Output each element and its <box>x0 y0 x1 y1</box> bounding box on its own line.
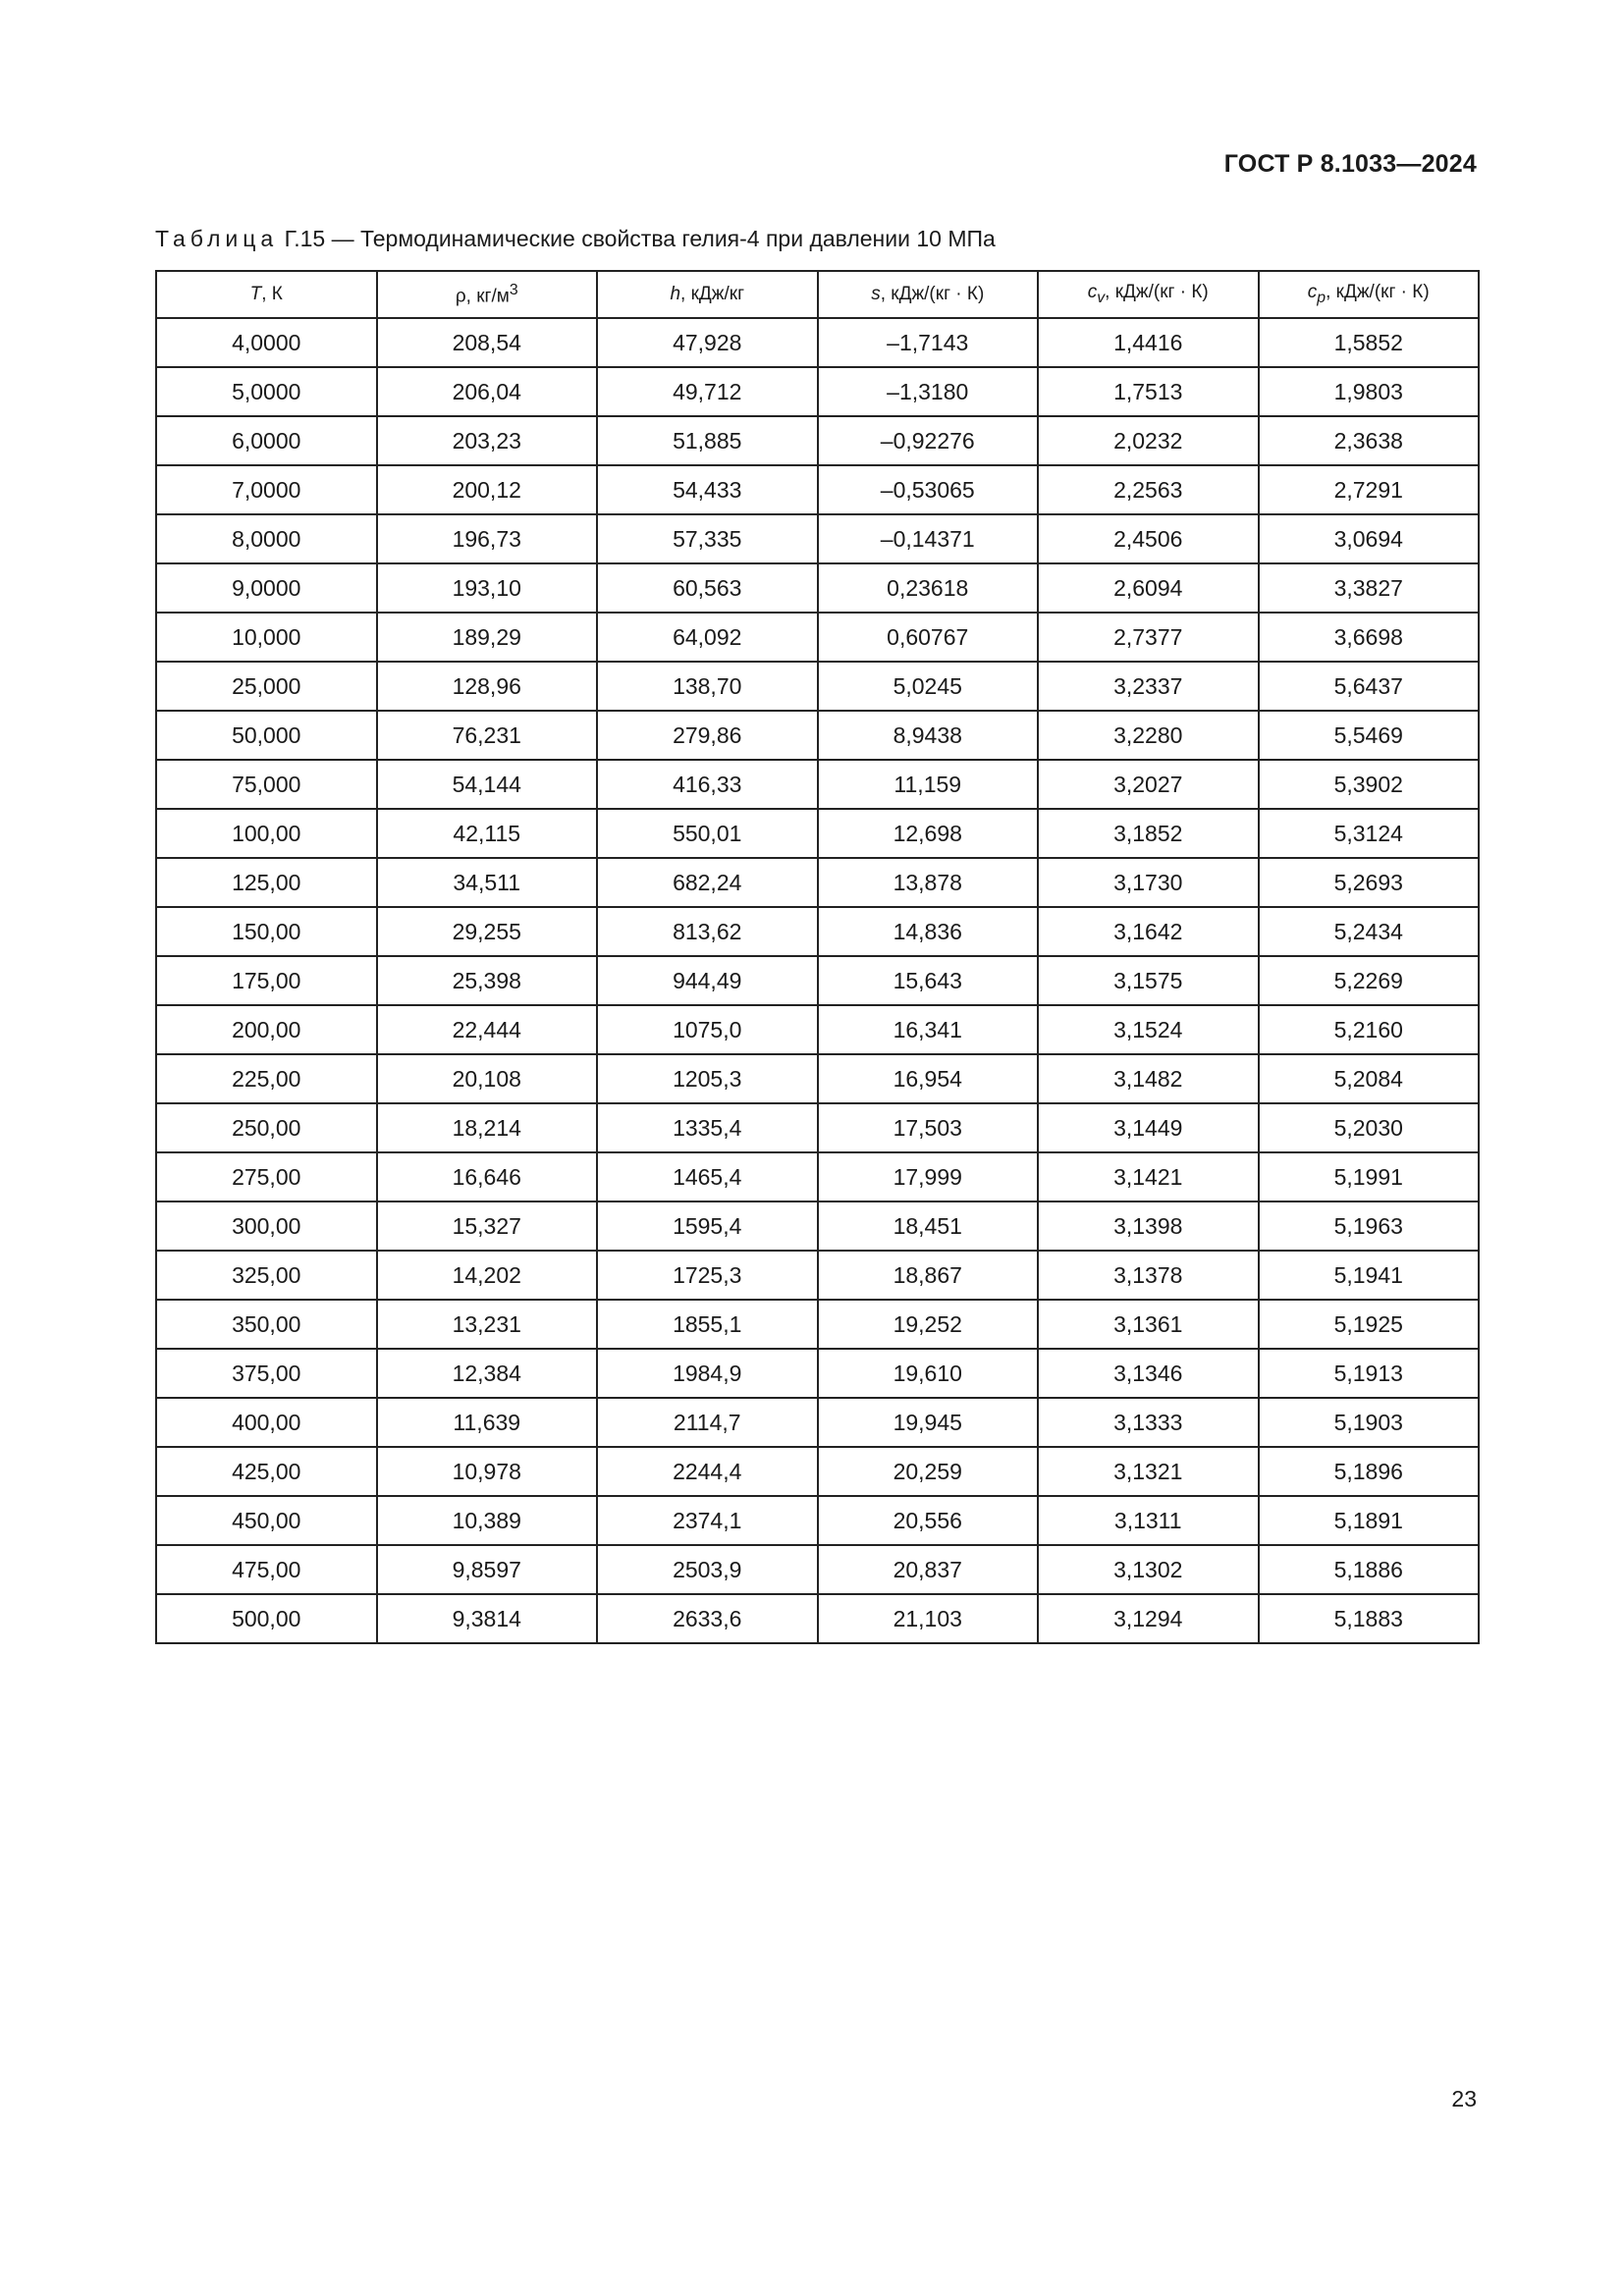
table-row <box>156 1152 1479 1201</box>
column-header <box>597 271 818 318</box>
table-cell: 15,327 <box>377 1201 598 1251</box>
table-cell: 3,1575 <box>1038 956 1259 1005</box>
table-cell: 5,2269 <box>1259 956 1480 1005</box>
table-cell: 14,202 <box>377 1251 598 1300</box>
table-cell: 2,7291 <box>1259 465 1480 514</box>
table-cell: 813,62 <box>597 907 818 956</box>
table-cell: 11,159 <box>818 760 1039 809</box>
table-cell: 125,00 <box>156 858 377 907</box>
table-cell: 206,04 <box>377 367 598 416</box>
standard-code: ГОСТ Р 8.1033—2024 <box>1223 150 1477 178</box>
table-row <box>156 318 1479 367</box>
table-cell: 2,2563 <box>1038 465 1259 514</box>
table-cell: 10,978 <box>377 1447 598 1496</box>
table-cell: 3,1421 <box>1038 1152 1259 1201</box>
table-cell: 5,1963 <box>1259 1201 1480 1251</box>
table-cell: 200,12 <box>377 465 598 514</box>
table-row <box>156 809 1479 858</box>
table-cell: 15,643 <box>818 956 1039 1005</box>
table-cell: 29,255 <box>377 907 598 956</box>
table-cell: 12,698 <box>818 809 1039 858</box>
table-cell: 19,252 <box>818 1300 1039 1349</box>
table-cell: 3,6698 <box>1259 613 1480 662</box>
table-cell: 3,1852 <box>1038 809 1259 858</box>
table-cell: 3,1524 <box>1038 1005 1259 1054</box>
table-row <box>156 367 1479 416</box>
table-cell: 3,1311 <box>1038 1496 1259 1545</box>
table-cell: 60,563 <box>597 563 818 613</box>
table-cell: 19,610 <box>818 1349 1039 1398</box>
table-cell: 20,837 <box>818 1545 1039 1594</box>
table-cell: 3,1302 <box>1038 1545 1259 1594</box>
table-cell: 9,8597 <box>377 1545 598 1594</box>
table-cell: 21,103 <box>818 1594 1039 1643</box>
table-cell: 416,33 <box>597 760 818 809</box>
table-cell: 300,00 <box>156 1201 377 1251</box>
table-row <box>156 465 1479 514</box>
table-cell: 5,2084 <box>1259 1054 1480 1103</box>
table-cell: 2374,1 <box>597 1496 818 1545</box>
table-body <box>156 318 1479 1643</box>
table-cell: 279,86 <box>597 711 818 760</box>
table-cell: 3,1333 <box>1038 1398 1259 1447</box>
column-symbol: T <box>249 284 262 304</box>
table-cell: 22,444 <box>377 1005 598 1054</box>
table-cell: 2,0232 <box>1038 416 1259 465</box>
table-cell: 193,10 <box>377 563 598 613</box>
table-cell: –0,14371 <box>818 514 1039 563</box>
table-cell: 5,2693 <box>1259 858 1480 907</box>
table-cell: 2,7377 <box>1038 613 1259 662</box>
table-cell: 5,2434 <box>1259 907 1480 956</box>
column-symbol: ρ <box>455 286 466 307</box>
column-header <box>818 271 1039 318</box>
table-cell: 50,000 <box>156 711 377 760</box>
table-cell: 42,115 <box>377 809 598 858</box>
table-cell: 203,23 <box>377 416 598 465</box>
table-cell: 3,1730 <box>1038 858 1259 907</box>
table-cell: 20,259 <box>818 1447 1039 1496</box>
table-cell: 2,6094 <box>1038 563 1259 613</box>
table-cell: 2114,7 <box>597 1398 818 1447</box>
table-cell: 18,451 <box>818 1201 1039 1251</box>
table-cell: 14,836 <box>818 907 1039 956</box>
table-cell: 8,9438 <box>818 711 1039 760</box>
table-row <box>156 1447 1479 1496</box>
table-cell: 5,1925 <box>1259 1300 1480 1349</box>
table-cell: 5,6437 <box>1259 662 1480 711</box>
table-cell: 550,01 <box>597 809 818 858</box>
table-cell: 0,60767 <box>818 613 1039 662</box>
column-unit: , кг/м <box>465 286 510 307</box>
table-cell: 1,4416 <box>1038 318 1259 367</box>
table-cell: 2,4506 <box>1038 514 1259 563</box>
table-cell: 34,511 <box>377 858 598 907</box>
table-row <box>156 1398 1479 1447</box>
table-cell: 25,000 <box>156 662 377 711</box>
table-row <box>156 416 1479 465</box>
table-cell: 12,384 <box>377 1349 598 1398</box>
table-cell: 5,1891 <box>1259 1496 1480 1545</box>
table-cell: 3,1482 <box>1038 1054 1259 1103</box>
table-row <box>156 1300 1479 1349</box>
table-row <box>156 1496 1479 1545</box>
table-row <box>156 858 1479 907</box>
table-row <box>156 662 1479 711</box>
table-cell: 275,00 <box>156 1152 377 1201</box>
table-row <box>156 1594 1479 1643</box>
table-cell: 138,70 <box>597 662 818 711</box>
table-cell: 1984,9 <box>597 1349 818 1398</box>
table-cell: 475,00 <box>156 1545 377 1594</box>
table-cell: 5,0245 <box>818 662 1039 711</box>
table-cell: 2,3638 <box>1259 416 1480 465</box>
table-cell: 225,00 <box>156 1054 377 1103</box>
table-cell: 5,1883 <box>1259 1594 1480 1643</box>
table-cell: 2633,6 <box>597 1594 818 1643</box>
table-header-row <box>156 271 1479 318</box>
table-cell: 3,1378 <box>1038 1251 1259 1300</box>
table-cell: 18,214 <box>377 1103 598 1152</box>
table-caption <box>155 226 996 252</box>
column-header <box>156 271 377 318</box>
table-cell: 1075,0 <box>597 1005 818 1054</box>
table-cell: 25,398 <box>377 956 598 1005</box>
table-row <box>156 1201 1479 1251</box>
table-cell: 20,556 <box>818 1496 1039 1545</box>
table-cell: 51,885 <box>597 416 818 465</box>
table-cell: 500,00 <box>156 1594 377 1643</box>
table-cell: 2503,9 <box>597 1545 818 1594</box>
table-cell: 1,5852 <box>1259 318 1480 367</box>
table-cell: 11,639 <box>377 1398 598 1447</box>
table-cell: 3,1346 <box>1038 1349 1259 1398</box>
table-cell: 47,928 <box>597 318 818 367</box>
caption-label: Таблица <box>155 226 279 251</box>
column-header <box>1038 271 1259 318</box>
table-row <box>156 1545 1479 1594</box>
table-cell: 49,712 <box>597 367 818 416</box>
column-header <box>1259 271 1480 318</box>
column-unit: , кДж/(кг · К) <box>880 284 985 304</box>
table-cell: 4,0000 <box>156 318 377 367</box>
table-cell: 6,0000 <box>156 416 377 465</box>
table-cell: 189,29 <box>377 613 598 662</box>
table-cell: –0,53065 <box>818 465 1039 514</box>
table-row <box>156 1349 1479 1398</box>
table-cell: 450,00 <box>156 1496 377 1545</box>
table-cell: 325,00 <box>156 1251 377 1300</box>
table-cell: 5,1913 <box>1259 1349 1480 1398</box>
table-cell: 1335,4 <box>597 1103 818 1152</box>
table-cell: 3,2027 <box>1038 760 1259 809</box>
table-cell: 17,503 <box>818 1103 1039 1152</box>
table-cell: 1595,4 <box>597 1201 818 1251</box>
table-cell: 16,646 <box>377 1152 598 1201</box>
table-cell: 3,1449 <box>1038 1103 1259 1152</box>
table-row <box>156 1103 1479 1152</box>
table-row <box>156 1005 1479 1054</box>
table-row <box>156 760 1479 809</box>
table-cell: 3,2280 <box>1038 711 1259 760</box>
table-cell: 5,1991 <box>1259 1152 1480 1201</box>
table-cell: 5,5469 <box>1259 711 1480 760</box>
thermo-properties-table <box>155 270 1480 1644</box>
table-row <box>156 907 1479 956</box>
column-symbol: c <box>1307 282 1318 303</box>
table-cell: 175,00 <box>156 956 377 1005</box>
table-cell: 3,1398 <box>1038 1201 1259 1251</box>
table-cell: 8,0000 <box>156 514 377 563</box>
table-cell: 5,1941 <box>1259 1251 1480 1300</box>
table-cell: 375,00 <box>156 1349 377 1398</box>
table-cell: 3,0694 <box>1259 514 1480 563</box>
table-cell: 1855,1 <box>597 1300 818 1349</box>
table-cell: 1,7513 <box>1038 367 1259 416</box>
table-cell: 19,945 <box>818 1398 1039 1447</box>
column-symbol: s <box>871 284 881 304</box>
table-cell: 5,1903 <box>1259 1398 1480 1447</box>
table-cell: 128,96 <box>377 662 598 711</box>
table-cell: 250,00 <box>156 1103 377 1152</box>
table-cell: –1,7143 <box>818 318 1039 367</box>
table-cell: 5,3902 <box>1259 760 1480 809</box>
table-cell: 13,231 <box>377 1300 598 1349</box>
table-cell: 10,000 <box>156 613 377 662</box>
table-cell: 5,2160 <box>1259 1005 1480 1054</box>
table-row <box>156 956 1479 1005</box>
page-number: 23 <box>1451 2086 1477 2111</box>
table-cell: 57,335 <box>597 514 818 563</box>
column-header <box>377 271 598 318</box>
table-row <box>156 1251 1479 1300</box>
table-cell: 17,999 <box>818 1152 1039 1201</box>
column-superscript: 3 <box>509 281 518 298</box>
table-cell: 100,00 <box>156 809 377 858</box>
table-cell: 1,9803 <box>1259 367 1480 416</box>
table-cell: 3,1294 <box>1038 1594 1259 1643</box>
table-cell: 16,341 <box>818 1005 1039 1054</box>
table-row <box>156 514 1479 563</box>
table-cell: 7,0000 <box>156 465 377 514</box>
table-cell: 400,00 <box>156 1398 377 1447</box>
table-cell: –1,3180 <box>818 367 1039 416</box>
table-cell: 208,54 <box>377 318 598 367</box>
table-cell: 54,144 <box>377 760 598 809</box>
table-cell: 16,954 <box>818 1054 1039 1103</box>
table-cell: 3,1642 <box>1038 907 1259 956</box>
table-cell: 0,23618 <box>818 563 1039 613</box>
column-subscript: p <box>1317 289 1326 306</box>
table-cell: 76,231 <box>377 711 598 760</box>
table-cell: –0,92276 <box>818 416 1039 465</box>
column-unit: , кДж/(кг · К) <box>1326 282 1430 303</box>
column-subscript: v <box>1097 289 1106 306</box>
table-cell: 1465,4 <box>597 1152 818 1201</box>
table-cell: 3,2337 <box>1038 662 1259 711</box>
table-cell: 13,878 <box>818 858 1039 907</box>
column-symbol: h <box>670 284 681 304</box>
table-cell: 425,00 <box>156 1447 377 1496</box>
table-cell: 2244,4 <box>597 1447 818 1496</box>
table-cell: 3,1361 <box>1038 1300 1259 1349</box>
table-cell: 3,1321 <box>1038 1447 1259 1496</box>
table-cell: 54,433 <box>597 465 818 514</box>
table-cell: 75,000 <box>156 760 377 809</box>
table-cell: 9,3814 <box>377 1594 598 1643</box>
table-cell: 196,73 <box>377 514 598 563</box>
table-cell: 5,1886 <box>1259 1545 1480 1594</box>
column-unit: , кДж/кг <box>680 284 745 304</box>
table-cell: 10,389 <box>377 1496 598 1545</box>
table-cell: 682,24 <box>597 858 818 907</box>
table-cell: 200,00 <box>156 1005 377 1054</box>
caption-text: Г.15 — Термодинамические свойства гелия-4 при давлении 10 МПа <box>278 226 996 251</box>
table-row <box>156 613 1479 662</box>
table-cell: 944,49 <box>597 956 818 1005</box>
table-cell: 5,2030 <box>1259 1103 1480 1152</box>
table-cell: 18,867 <box>818 1251 1039 1300</box>
table-cell: 64,092 <box>597 613 818 662</box>
column-symbol: c <box>1087 282 1098 303</box>
table-cell: 20,108 <box>377 1054 598 1103</box>
table-cell: 150,00 <box>156 907 377 956</box>
column-unit: , К <box>261 284 283 304</box>
table-cell: 1725,3 <box>597 1251 818 1300</box>
table-cell: 9,0000 <box>156 563 377 613</box>
table-cell: 5,1896 <box>1259 1447 1480 1496</box>
table-cell: 5,0000 <box>156 367 377 416</box>
table-cell: 1205,3 <box>597 1054 818 1103</box>
table-row <box>156 563 1479 613</box>
table-row <box>156 1054 1479 1103</box>
table-cell: 5,3124 <box>1259 809 1480 858</box>
table-cell: 3,3827 <box>1259 563 1480 613</box>
table-cell: 350,00 <box>156 1300 377 1349</box>
table-row <box>156 711 1479 760</box>
column-unit: , кДж/(кг · К) <box>1105 282 1209 303</box>
